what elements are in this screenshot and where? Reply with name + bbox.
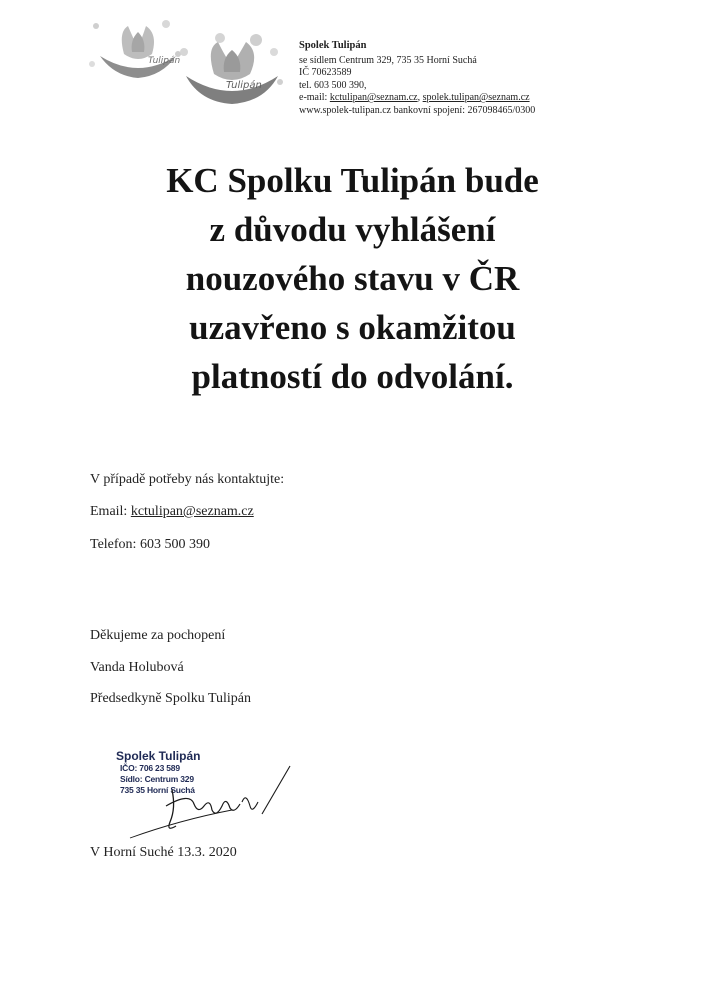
email-link-2[interactable]: spolek.tulipan@seznam.cz xyxy=(422,92,530,103)
headline-line: uzavřeno s okamžitou xyxy=(189,308,516,347)
stamp-city: 735 35 Horní Suchá xyxy=(120,785,195,795)
tulip-logo-icon xyxy=(88,18,188,88)
signer-name: Vanda Holubová xyxy=(90,660,184,675)
tulip-logo xyxy=(88,18,188,88)
signer-role: Předsedkyně Spolku Tulipán xyxy=(90,691,252,706)
headline-line: platností do odvolání. xyxy=(191,357,514,396)
org-web-bank: www.spolek-tulipan.cz bankovní spojení: 267098465/0300 xyxy=(299,104,536,116)
letterhead xyxy=(299,40,619,117)
headline-line: nouzového stavu v ČR xyxy=(185,259,520,298)
signature-icon xyxy=(120,762,300,840)
org-phone: tel. 603 500 390, xyxy=(299,79,367,91)
logo-text: Tulipán xyxy=(226,80,262,91)
contact-intro: V případě potřeby nás kontaktujte: xyxy=(90,472,285,487)
closing-thanks: Děkujeme za pochopení xyxy=(90,628,226,643)
tulip-logo xyxy=(176,30,288,112)
document-date: V Horní Suché 13.3. 2020 xyxy=(90,845,237,860)
logo-text: Tulipán xyxy=(148,56,181,66)
stamp-title: Spolek Tulipán xyxy=(116,749,201,763)
email-separator: , xyxy=(417,92,423,103)
stamp-seat: Sídlo: Centrum 329 xyxy=(120,774,194,784)
contact-email-link[interactable]: kctulipan@seznam.cz xyxy=(130,504,254,519)
stamp-ico: IČO: 706 23 589 xyxy=(120,763,180,773)
tulip-logo-icon xyxy=(176,30,288,112)
org-emails xyxy=(299,92,619,105)
email-prefix: e-mail: xyxy=(299,92,330,103)
contact-email xyxy=(90,503,610,520)
email-link-1[interactable]: kctulipan@seznam.cz xyxy=(329,92,418,103)
contact-phone: Telefon: 603 500 390 xyxy=(90,537,210,552)
handwritten-signature xyxy=(120,762,300,840)
headline-line: KC Spolku Tulipán bude xyxy=(166,161,539,200)
org-name: Spolek Tulipán xyxy=(299,40,367,51)
headline-line: z důvodu vyhlášení xyxy=(209,210,496,249)
email-label: Email: xyxy=(90,504,131,519)
announcement-headline xyxy=(60,156,645,401)
org-address: se sídlem Centrum 329, 735 35 Horní Suchá xyxy=(299,54,477,66)
org-ico: IČ 70623589 xyxy=(299,67,352,78)
